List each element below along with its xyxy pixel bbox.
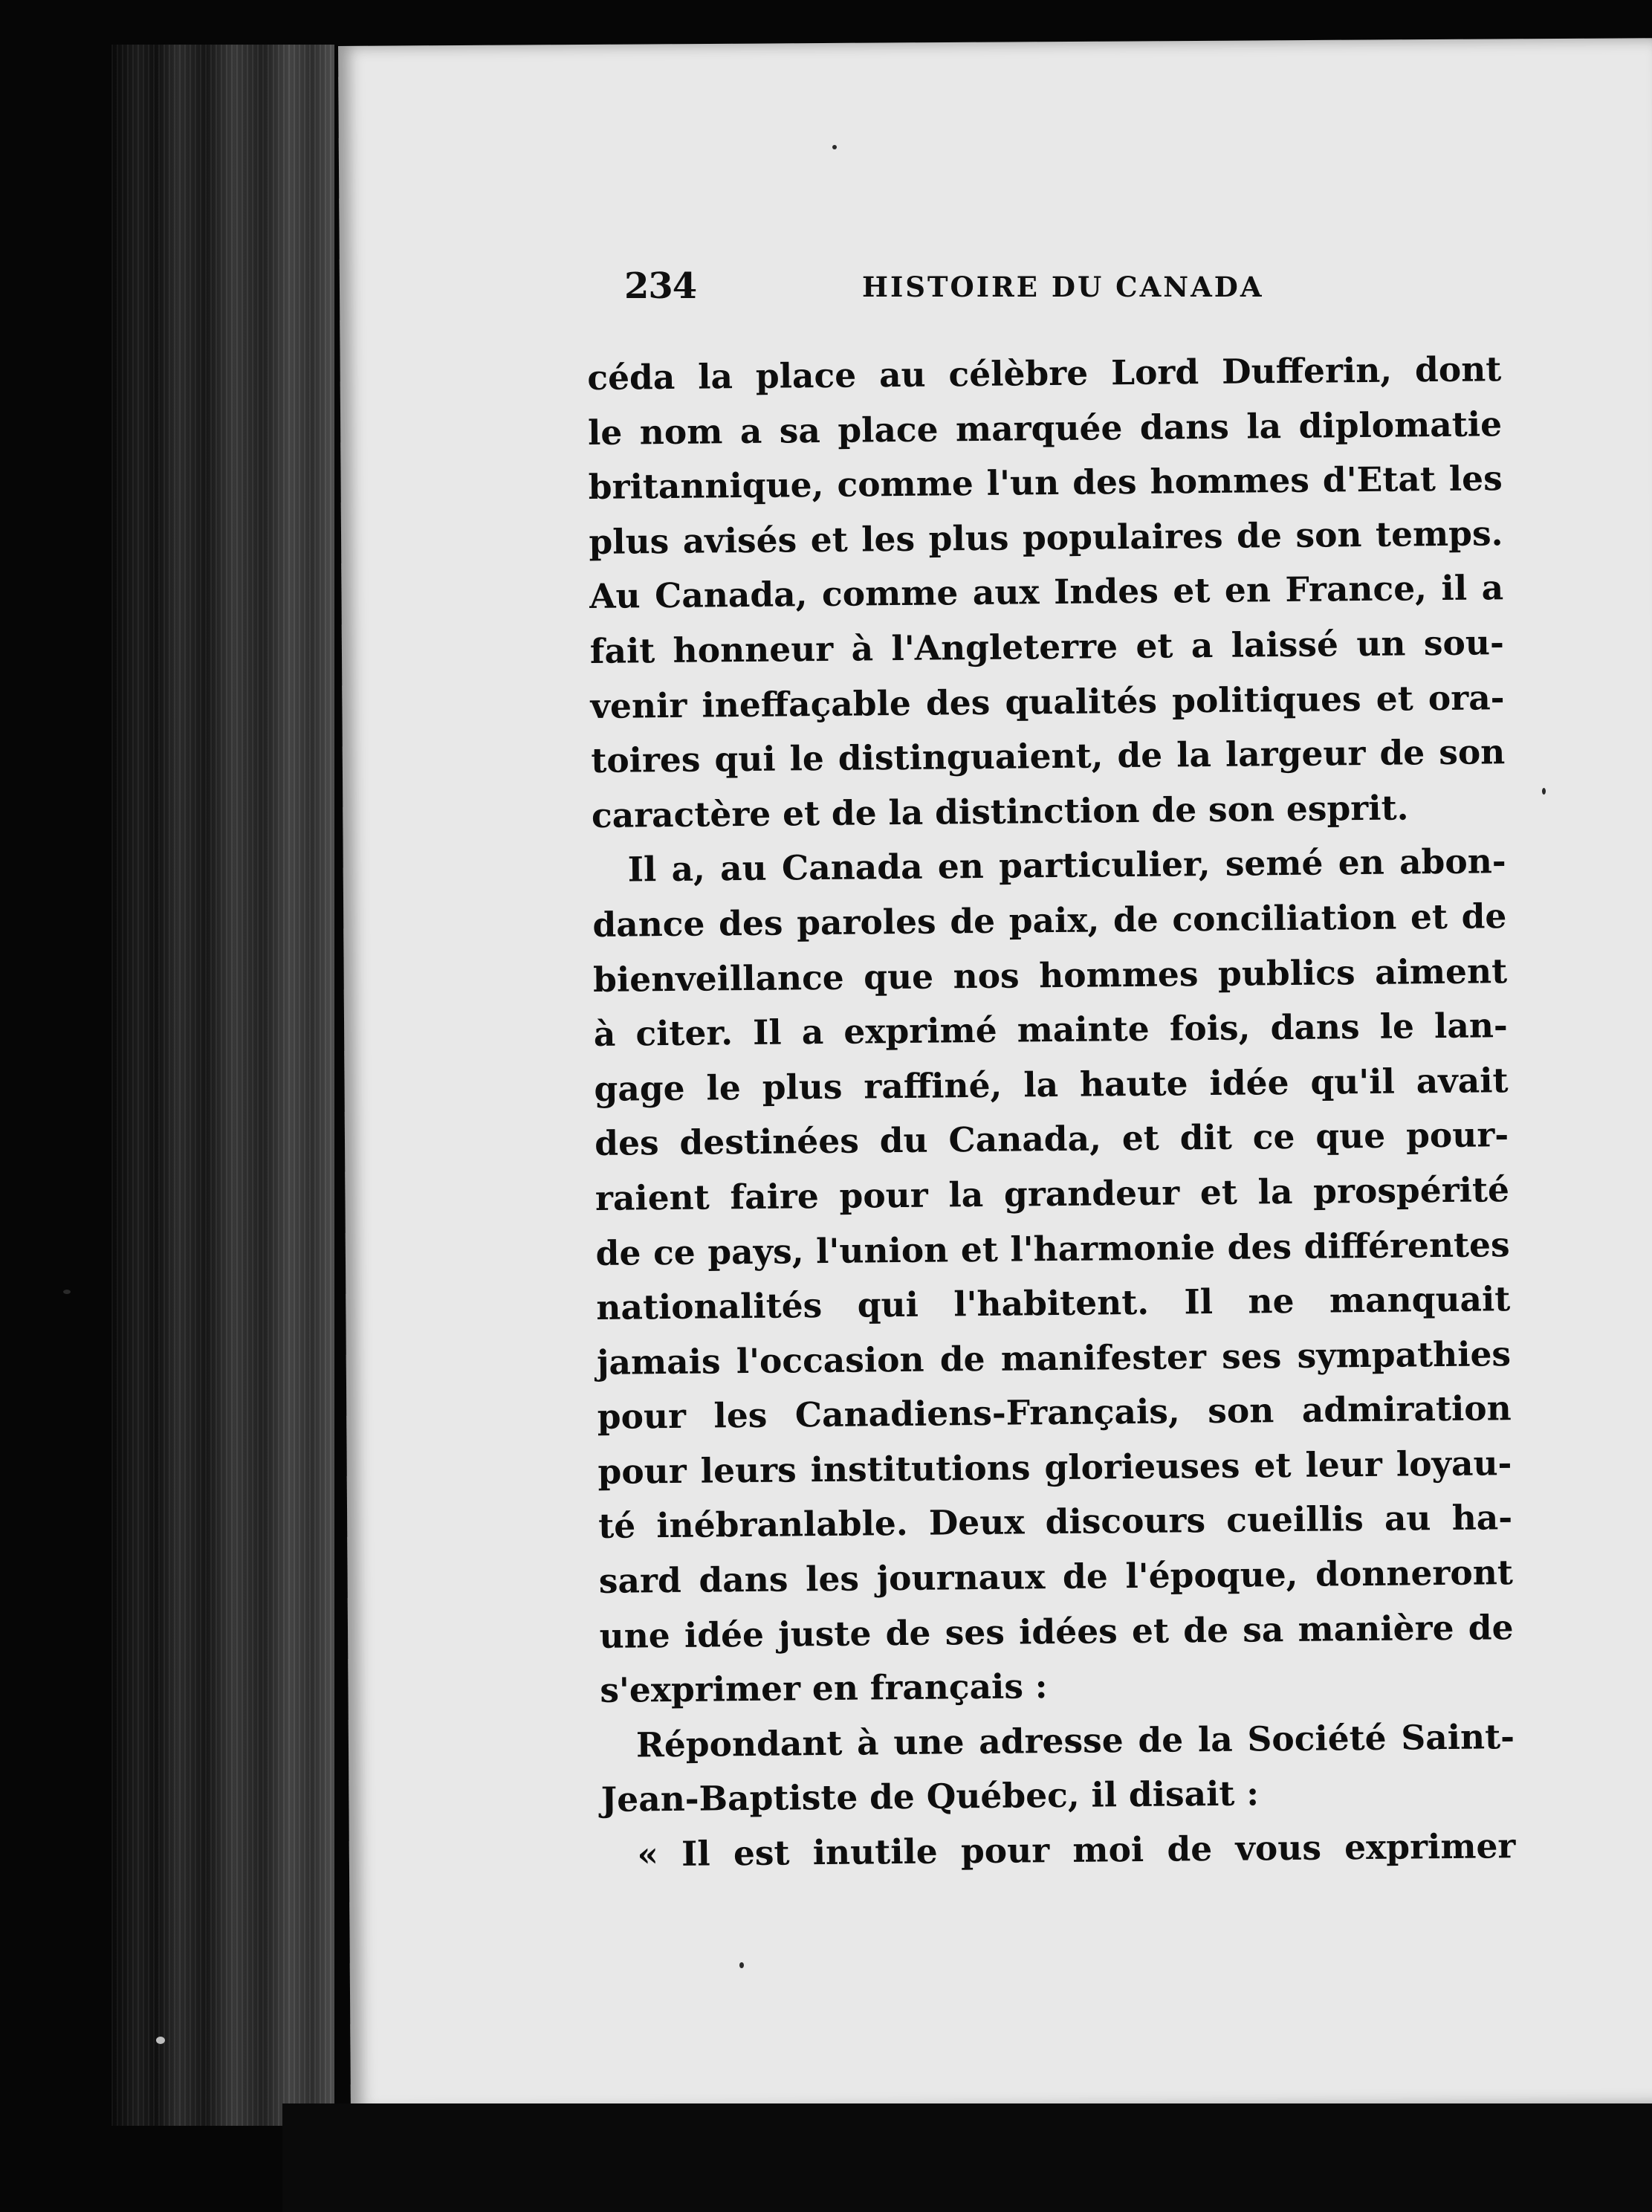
text-line: toires qui le distinguaient, de la largeur de son — [591, 731, 1506, 781]
text-line: raient faire pour la grandeur et la prospérité — [595, 1169, 1510, 1218]
text-line: bienveillance que nos hommes publics aiment — [592, 950, 1508, 1000]
text-line: gage le plus raffiné, la haute idée qu'il avait — [594, 1059, 1509, 1109]
text-line: jamais l'occasion de manifester ses sympathies — [596, 1333, 1512, 1382]
page-number: 234 — [624, 265, 697, 307]
running-title: HISTOIRE DU CANADA — [862, 271, 1264, 303]
text-line: plus avisés et les plus populaires de son temps. — [589, 512, 1503, 562]
body-text — [587, 342, 1516, 1882]
text-line: sard dans les journaux de l'époque, donneront — [598, 1552, 1514, 1601]
text-line: « Il est inutile pour moi de vous exprimer — [637, 1825, 1516, 1875]
text-line: britannique, comme l'un des hommes d'Etat les — [588, 458, 1503, 508]
speck-mark — [1542, 788, 1546, 795]
text-line: céda la place au célèbre Lord Dufferin, dont — [587, 349, 1502, 398]
speck-mark — [63, 1290, 71, 1294]
text-line: nationalités qui l'habitent. Il ne manquait — [596, 1278, 1511, 1328]
text-line: dance des paroles de paix, de conciliation et de — [592, 896, 1507, 945]
text-line: té inébranlable. Deux discours cueillis au ha- — [597, 1497, 1513, 1547]
text-line: Il a, au Canada en particulier, semé en abon- — [627, 841, 1506, 890]
text-line: Au Canada, comme aux Indes et en France, il a — [589, 567, 1504, 617]
speck-mark — [739, 1962, 744, 1968]
speck-mark — [156, 2037, 165, 2044]
speck-mark — [832, 145, 837, 149]
text-line: à citer. Il a exprimé mainte fois, dans le lan- — [593, 1005, 1509, 1055]
text-line: de ce pays, l'union et l'harmonie des différentes — [595, 1223, 1510, 1273]
bottom-shadow — [282, 2103, 1652, 2212]
text-line: le nom a sa place marquée dans la diplomatie — [587, 403, 1503, 453]
text-line: caractère et de la distinction de son esprit. — [591, 787, 1409, 835]
text-line: Jean-Baptiste de Québec, il disait : — [600, 1773, 1260, 1820]
page-header — [624, 264, 1375, 308]
text-line: Répondant à une adresse de la Société Saint- — [635, 1715, 1515, 1765]
text-line: pour leurs institutions glorieuses et leur loyau- — [597, 1442, 1512, 1492]
text-line: s'exprimer en français : — [600, 1666, 1048, 1711]
text-line: des destinées du Canada, et dit ce que pour- — [594, 1114, 1509, 1164]
text-line: fait honneur à l'Angleterre et a laissé un sou- — [589, 622, 1505, 671]
text-line: pour les Canadiens-Français, son admiration — [597, 1388, 1512, 1438]
text-line: venir ineffaçable des qualités politiques et ora- — [590, 676, 1505, 726]
page-stack-edge — [111, 45, 334, 2126]
text-line: une idée juste de ses idées et de sa manière de — [599, 1606, 1514, 1656]
